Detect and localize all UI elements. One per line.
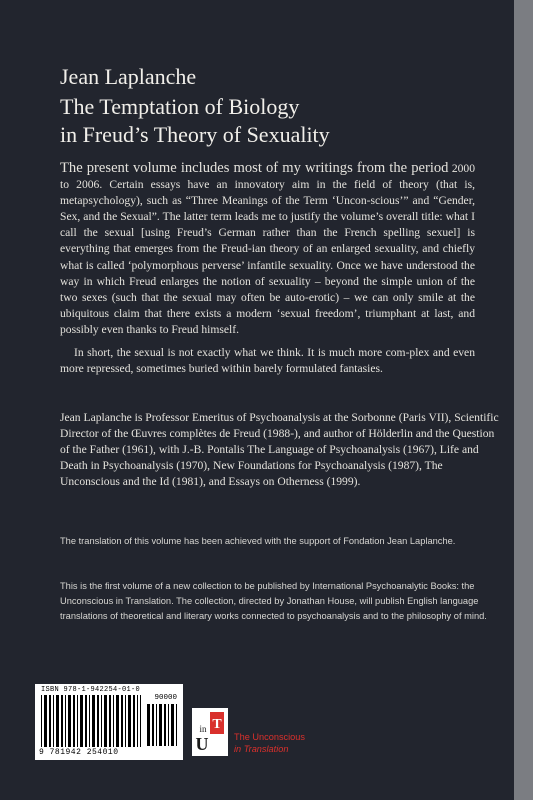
barcode-bar	[152, 704, 154, 746]
barcode-bar	[156, 704, 157, 746]
barcode-bar	[125, 695, 126, 747]
svg-text:U: U	[195, 734, 209, 754]
support-note: The translation of this volume has been achieved with the support of Fondation Jean Laplanche.	[60, 536, 456, 546]
barcode-bar	[140, 695, 141, 747]
publisher-name-line-2: in Translation	[234, 743, 289, 754]
barcode-bar	[159, 704, 162, 746]
ean-digits: 9 781942 254010	[39, 748, 119, 757]
barcode-bar	[147, 704, 150, 746]
description-rest: 2000 to 2006. Certain essays have an innovatory aim in the field of theory (that is, metapsychology), such as “Three Meanings of the Term ‘Uncon-scious’” and “Gender, Sex, and the Sexual”. The latter term leads me to justify the volume’s overall title: what I call the sexual [using Freud’s German rather than the French spelling sexuel] is everything that emerges from the Freud-ian theory of an enlarged sexuality, and chiefly what is called ‘polymorphous perverse’ infantile sexuality. Once we have understood the way in which Freud enlarges the notion of sexuality – beyond the simple union of the two sexes (such that the sexual may often be auto-erotic) – we can only smile at the ubiquitous claim that there exists a modern ‘sexual freedom’, triumphant at last, and possibly even thanks to Freud himself.	[60, 162, 475, 336]
barcode-bar	[77, 695, 78, 747]
svg-text:in: in	[199, 724, 207, 734]
spine-edge	[514, 0, 533, 800]
barcode-bar	[80, 695, 83, 747]
barcode-bar	[104, 695, 107, 747]
book-title-line-2: in Freud’s Theory of Sexuality	[60, 122, 330, 147]
uit-logo-icon	[192, 708, 228, 756]
barcode-bar	[176, 704, 177, 746]
barcode-bar	[73, 695, 75, 747]
barcode-bar	[113, 695, 114, 747]
book-title-line-1: The Temptation of Biology	[60, 94, 300, 119]
barcode-bar	[168, 704, 169, 746]
publisher-name-line-1: The Unconscious	[234, 732, 305, 742]
publisher-name	[234, 732, 305, 755]
publisher-logo	[192, 708, 228, 756]
barcode-bar	[85, 695, 87, 747]
barcode-bar	[89, 695, 90, 747]
barcode-bars	[41, 695, 141, 747]
barcode-bar	[121, 695, 123, 747]
addon-barcode-bars	[147, 704, 177, 746]
barcode-bar	[68, 695, 71, 747]
barcode-bar	[97, 695, 99, 747]
barcode-bar	[133, 695, 135, 747]
barcode-bar	[65, 695, 66, 747]
barcode-bar	[116, 695, 119, 747]
barcode-bar	[41, 695, 42, 747]
collection-note: This is the first volume of a new collection to be published by International Psychoanalytic Books: the Unconscious in Translation. The collection, directed by Jonathan House, will publish English language translations of theoretical and literary works connected to psychoanalysis and to the philosophy of mind.	[60, 581, 487, 622]
barcode-bar	[56, 695, 59, 747]
barcode-bar	[53, 695, 54, 747]
barcode-bar	[137, 695, 138, 747]
barcode-bar	[128, 695, 131, 747]
author-bio: Jean Laplanche is Professor Emeritus of Psychoanalysis at the Sorbonne (Paris VII), Scientific Director of the Œuvres complètes de Freud (1988-), and author of Hölderlin and the Question of the Father (1961), with J.-B. Pontalis The Language of Psychoanalysis (1967), Life and Death in Psychoanalysis (1970), New Foundations for Psychoanalysis (1987), The Unconscious and the Id (1981), and Essays on Otherness (1999).	[60, 411, 499, 489]
description-paragraph-2: In short, the sexual is not exactly what we think. It is much more com-plex and even more repressed, sometimes buried within barely formulated fantasies.	[60, 346, 475, 376]
isbn-label: ISBN 978-1-942254-01-0	[41, 686, 141, 694]
barcode-bar	[44, 695, 47, 747]
barcode-bar	[101, 695, 102, 747]
description-paragraph-1	[60, 160, 475, 338]
barcode-bar	[109, 695, 111, 747]
barcode-bar	[92, 695, 95, 747]
barcode-bar	[164, 704, 166, 746]
barcode-bar	[49, 695, 51, 747]
barcode-bar	[171, 704, 174, 746]
author-name: Jean Laplanche	[60, 64, 197, 89]
price-code: 90000	[154, 694, 177, 702]
isbn-barcode	[35, 684, 183, 760]
description-lead: The present volume includes most of my writings from the period	[60, 160, 449, 176]
barcode-bar	[61, 695, 63, 747]
svg-text:T: T	[212, 717, 222, 732]
